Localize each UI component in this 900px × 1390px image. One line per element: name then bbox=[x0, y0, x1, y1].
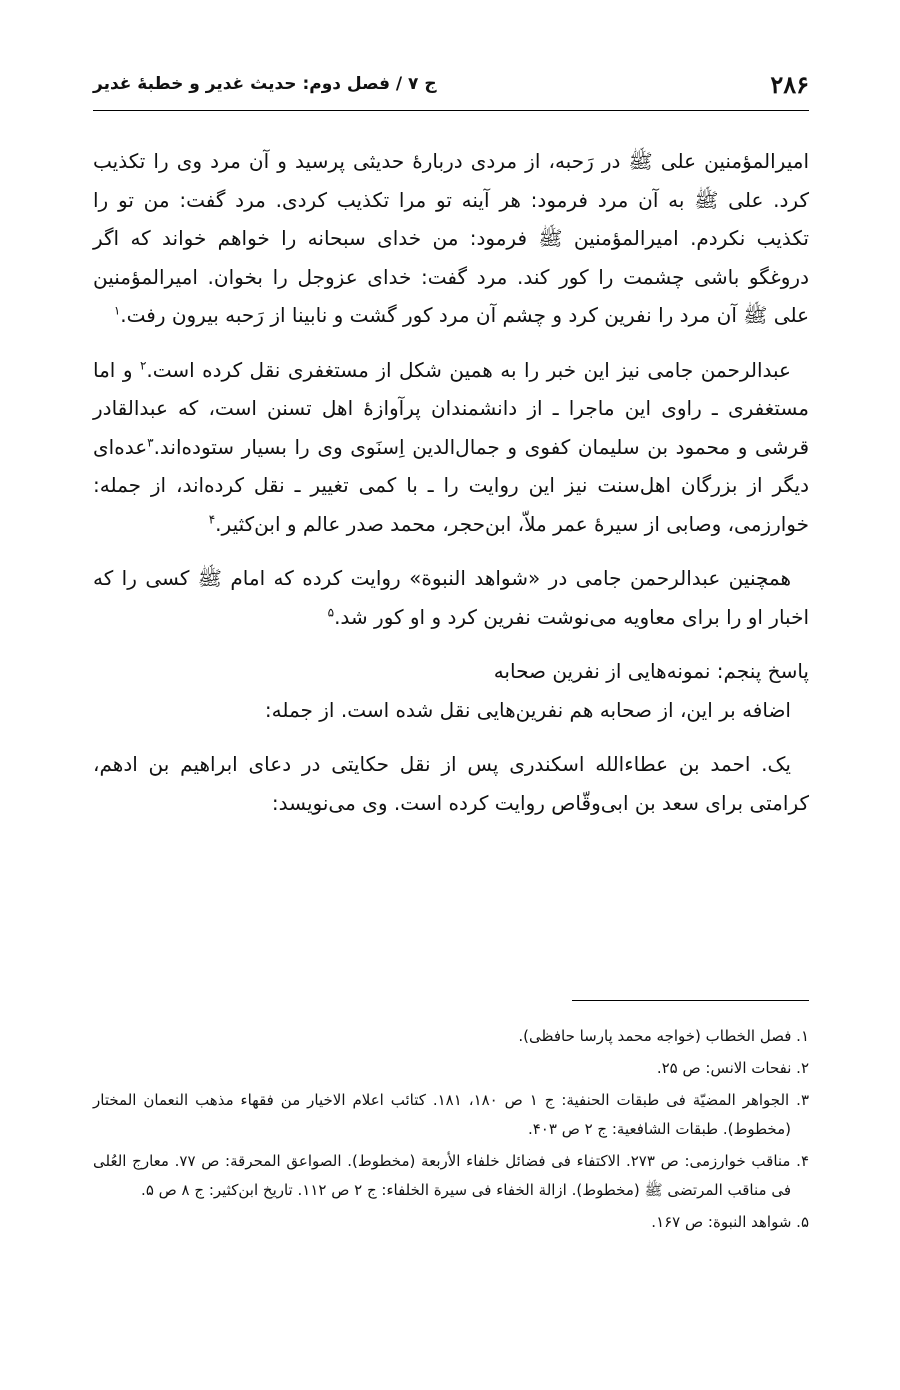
chapter-title: ج ۷ / فصل دوم: حدیث غدیر و خطبهٔ غدیر bbox=[93, 74, 437, 94]
footnote-ref-2: ۲ bbox=[139, 357, 147, 372]
footnote-5: ۵. شواهد النبوة: ص ۱۶۷. bbox=[651, 1213, 809, 1231]
footnote-ref-3: ۳ bbox=[147, 434, 154, 449]
running-header bbox=[93, 60, 809, 111]
paragraph-4: اضافه بر این، از صحابه هم نفرین‌هایی نقل شده است. از جمله: bbox=[264, 697, 791, 722]
footnote-ref-4: ۴ bbox=[208, 511, 216, 526]
footnote-ref-5: ۵ bbox=[327, 604, 335, 619]
footnote-ref-1: ۱ bbox=[113, 303, 121, 318]
paragraph-2a-text: عبدالرحمن جامی نیز این خبر را به همین شکل از مستغفری نقل کرده است. bbox=[146, 357, 791, 382]
paragraph-2b-text: و اما مستغفری ـ راوی این ماجرا ـ از دانشمندان پرآوازهٔ اهل تسنن است، که عبدالقادر قرشی و محمود بن سلیمان کفوی و جمال‌الدین اِسنَوی وی را بسیار ستوده‌اند. bbox=[93, 357, 809, 459]
paragraph-3-text: همچنین عبدالرحمن جامی در «شواهد النبوة» روایت کرده که امام ﷺ کسی را که اخبار او را برای معاویه می‌نوشت نفرین کرد و او کور شد. bbox=[93, 566, 809, 629]
section-heading: پاسخ پنجم: نمونه‌هایی از نفرین صحابه bbox=[493, 659, 809, 683]
footnote-2: ۲. نفحات الانس: ص ۲۵. bbox=[656, 1059, 809, 1077]
paragraph-2 bbox=[93, 351, 809, 544]
footnote-1: ۱. فصل الخطاب (خواجه محمد پارسا حافظی). bbox=[518, 1027, 809, 1045]
page-number: ۲۸۶ bbox=[770, 70, 809, 99]
paragraph-5: یک. احمد بن عطاءالله اسکندری پس از نقل حکایتی در دعای ابراهیم بن ادهم، کرامتی برای سعد بن ابی‌وقّاص روایت کرده است. وی می‌نویسد: bbox=[93, 752, 809, 815]
footnote-3: ۳. الجواهر المضیّة فی طبقات الحنفیة: ج ۱ ص ۱۸۰، ۱۸۱. کتائب اعلام الاخیار من فقهاء مذهب النعمان المختار (مخطوط). طبقات الشافعیة: ج ۲ ص ۴۰۳. bbox=[93, 1091, 809, 1138]
paragraph-2c-text: عده‌ای دیگر از بزرگان اهل‌سنت نیز این روایت را ـ با کمی تغییر ـ نقل کرده‌اند، از جمله: خوارزمی، وصابی از سیرهٔ عمر ملاّ، ابن‌حجر، محمد صدر عالم و ابن‌کثیر. bbox=[93, 434, 809, 536]
body-text bbox=[93, 142, 809, 838]
footnote-4: ۴. مناقب خوارزمی: ص ۲۷۳. الاکتفاء فی فضائل خلفاء الأربعة (مخطوط). الصواعق المحرقة: ص ۷۷. معارج العُلی فی مناقب المرتضی ﷺ (مخطوط). ازالة الخفاء فی سیرة الخلفاء: ج ۲ ص ۱۱۲. تاریخ ابن‌کثیر: ج ۸ ص ۵. bbox=[93, 1152, 809, 1199]
footnotes bbox=[93, 1022, 809, 1240]
paragraph-1-text: امیرالمؤمنین علی ﷺ در رَحبه، از مردی دربارهٔ حدیثی پرسید و آن مرد وی را تکذیب کرد. علی ﷺ به آن مرد فرمود: هر آینه تو مرا تکذیب کردی. مرد گفت: من تو را تکذیب نکردم. امیرالمؤمنین ﷺ فرمود: من خدای سبحانه را خواهم خواند که اگر دروغگو باشی چشمت را کور کند. مرد گفت: خدای عزوجل را بخوان. امیرالمؤمنین علی ﷺ آن مرد را نفرین کرد و چشم آن مرد کور گشت و نابینا از رَحبه بیرون رفت. bbox=[93, 149, 809, 327]
footnote-divider bbox=[572, 1000, 809, 1001]
paragraph-3 bbox=[93, 559, 809, 636]
paragraph-1 bbox=[93, 142, 809, 335]
book-page bbox=[93, 60, 809, 1350]
